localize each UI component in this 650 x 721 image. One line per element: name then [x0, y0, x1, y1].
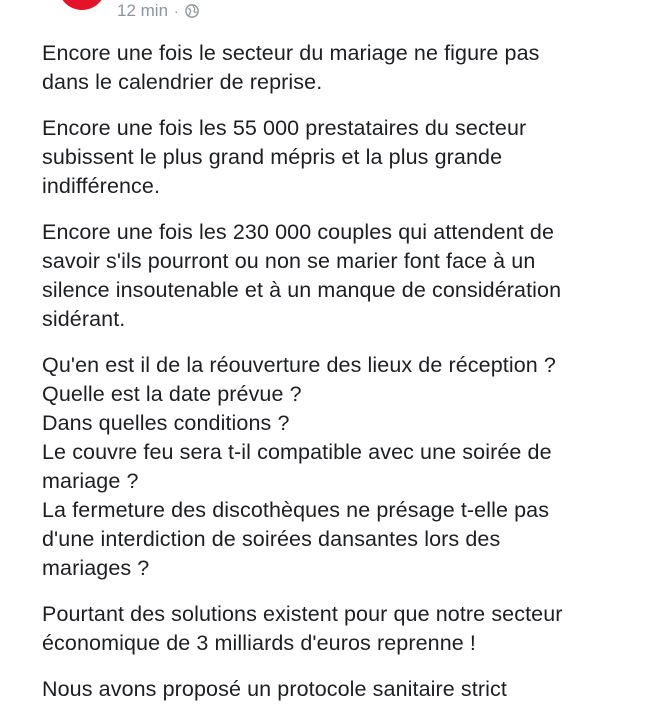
post-text-line: d'une interdiction de soirées dansantes lors des — [42, 527, 501, 551]
post-text-line: Encore une fois les 55 000 prestataires du secteur — [42, 116, 527, 140]
post-text-line: Quelle est la date prévue ? — [42, 382, 302, 406]
post-text-line: savoir s'ils pourront ou non se marier font face à un — [42, 249, 536, 273]
post-text-line: dans le calendrier de reprise. — [42, 70, 323, 94]
post-text-line: Encore une fois les 230 000 couples qui attendent de — [42, 220, 555, 244]
author-avatar[interactable] — [58, 0, 106, 10]
post-paragraph — [42, 675, 622, 704]
post-text-line: Nous avons proposé un protocole sanitaire strict — [42, 677, 507, 701]
post-text-line: subissent le plus grand mépris et la plus grande — [42, 145, 503, 169]
post-text-line: Qu'en est il de la réouverture des lieux de réception ? — [42, 353, 556, 377]
post-paragraph — [42, 600, 622, 658]
post-paragraph — [42, 39, 622, 97]
post-text-line: Le couvre feu sera t-il compatible avec une soirée de — [42, 440, 552, 464]
post-text-line: économique de 3 milliards d'euros reprenne ! — [42, 631, 476, 655]
post-paragraph — [42, 114, 622, 201]
post-meta — [117, 0, 199, 22]
post-paragraph — [42, 351, 622, 583]
post-text-line: sidérant. — [42, 307, 126, 331]
post-body — [42, 39, 622, 721]
post-text-line: mariages ? — [42, 556, 150, 580]
post-text-line: Encore une fois le secteur du mariage ne figure pas — [42, 41, 540, 65]
post-text-line: silence insoutenable et à un manque de considération — [42, 278, 562, 302]
globe-icon[interactable] — [185, 4, 199, 18]
post-text-line: mariage ? — [42, 469, 139, 493]
post-paragraph — [42, 218, 622, 334]
post-timestamp[interactable]: 12 min — [117, 1, 169, 20]
post-text-line: Pourtant des solutions existent pour que notre secteur — [42, 602, 563, 626]
meta-separator: · — [174, 3, 179, 19]
post-text-line: La fermeture des discothèques ne présage t-elle pas — [42, 498, 550, 522]
post-text-line: indifférence. — [42, 174, 161, 198]
post-text-line: Dans quelles conditions ? — [42, 411, 290, 435]
